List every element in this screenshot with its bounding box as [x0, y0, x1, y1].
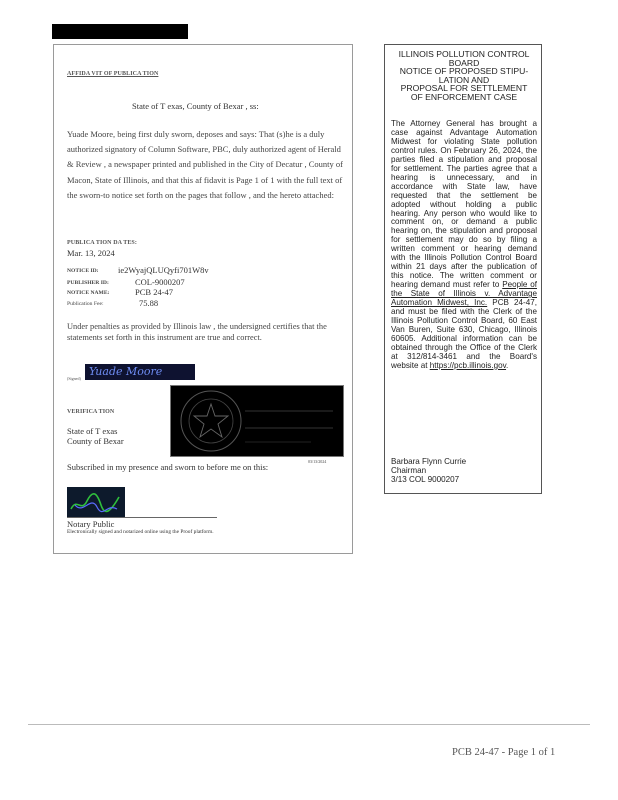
notice-signature-block — [391, 457, 537, 484]
electronic-note: Electronically signed and notarized online using the Proof platform. — [67, 529, 214, 535]
notice-name-label: NOTICE NAME: — [67, 290, 110, 296]
heading-line: LATION AND — [438, 74, 490, 85]
heading-line: ILLINOIS POLLUTION CONTROL — [398, 49, 530, 59]
notice-body-text: The Attorney General has brought a case against Advantage Automation Midwest for violating State pollution control rules. On February 26, 2024, the parties filed a stipulation and proposal for settlement. The parties agree that a hearing is unnecessary, and in accordance with State law, have requested that the settlement be adopted without holding a public hearing. Any person who would like to comment on, or demand a public hearing on, the stipulation and proposal for settlement may do so by filing a written comment or hearing demand with the Illinois Pollution Control Board within 21 days after the publication of this notice. The written comment or hearing demand must refer to — [391, 119, 537, 290]
heading-line: NOTICE OF PROPOSED STIPU- — [399, 66, 529, 77]
notary-star-icon — [171, 386, 343, 456]
heading-line: OF ENFORCEMENT CASE — [410, 91, 518, 102]
case-reference: People of the State of Illinois v. Advantage Automation Midwest, Inc. — [391, 280, 537, 308]
heading-line: BOARD — [448, 57, 480, 68]
pub-date: Mar. 13, 2024 — [67, 248, 115, 258]
notice-body — [391, 120, 537, 371]
pub-fee: 75.88 — [139, 298, 159, 308]
signature-image — [85, 364, 195, 380]
notary-signature-line — [67, 517, 217, 518]
notary-signature-image — [67, 487, 125, 517]
heading-line: PROPOSAL FOR SETTLEMENT — [400, 83, 528, 94]
signer-name: Barbara Flynn Currie — [391, 457, 467, 466]
page-footer: PCB 24-47 - Page 1 of 1 — [452, 747, 556, 758]
notice-id-label: NOTICE ID: — [67, 268, 99, 274]
notary-public-label: Notary Public — [67, 519, 115, 529]
notice-id: ie2WyajQLUQyfi701W8v — [118, 265, 209, 275]
signature-text: Yuade Moore — [89, 365, 163, 378]
redacted-bar — [52, 24, 188, 39]
affidavit-title: AFFIDA VIT OF PUBLICA TION — [67, 71, 159, 77]
footer-divider — [28, 724, 590, 725]
subscribed-line: Subscribed in my presence and sworn to before me on this: — [67, 462, 269, 472]
notice-body-text: . — [506, 360, 509, 370]
penalty-statement: Under penalties as provided by Illinois law , the undersigned certifies that the statements set forth in this instrument are true and correct. — [67, 322, 327, 342]
notice-body-text: PCB 24-47, and must be filed with the Clerk of the Illinois Pollution Control Board, 60 East Van Buren, Suite 630, Chicago, Illinois 60605. Additional information can be obtained through the Office of the Clerk at 312/814-3461 and the Board's website at — [391, 298, 538, 370]
county-line: County of Bexar — [67, 436, 124, 446]
pub-fee-label: Publication Fee: — [67, 301, 104, 307]
notice-ref-code: 3/13 COL 9000207 — [391, 475, 460, 484]
signer-title: Chairman — [391, 466, 427, 475]
public-notice-panel — [384, 44, 542, 494]
signed-prefix: (Signed) — [67, 376, 81, 381]
pub-dates-label: PUBLICA TION DA TES: — [67, 240, 137, 246]
affidavit-panel — [53, 44, 353, 554]
state-line: State of T exas, County of Bexar , ss: — [132, 101, 259, 111]
publisher-id-label: PUBLISHER ID: — [67, 280, 109, 286]
notice-name: PCB 24-47 — [135, 287, 174, 297]
website-link[interactable]: https://pcb.illinois.gov — [429, 360, 507, 370]
publisher-id: COL-9000207 — [135, 277, 185, 287]
state-short: State of T exas — [67, 426, 118, 436]
verification-label: VERIFICA TION — [67, 409, 115, 415]
notary-seal — [170, 385, 344, 457]
notice-heading — [391, 50, 537, 102]
sworn-date: 03/13/2024 — [308, 459, 327, 464]
affidavit-body: Yuade Moore, being first duly sworn, deposes and says: That (s)he is a duly authorized signatory of Column Software, PBC, duly authorized agent of Herald & Review , a newspaper printed and published in the City of Decatur , County of Macon, State of Illinois, and that this af fidavit is Page 1 of 1 with the full text of the sworn-to notice set forth on the pages that follow , and the hereto attached: — [67, 129, 343, 200]
